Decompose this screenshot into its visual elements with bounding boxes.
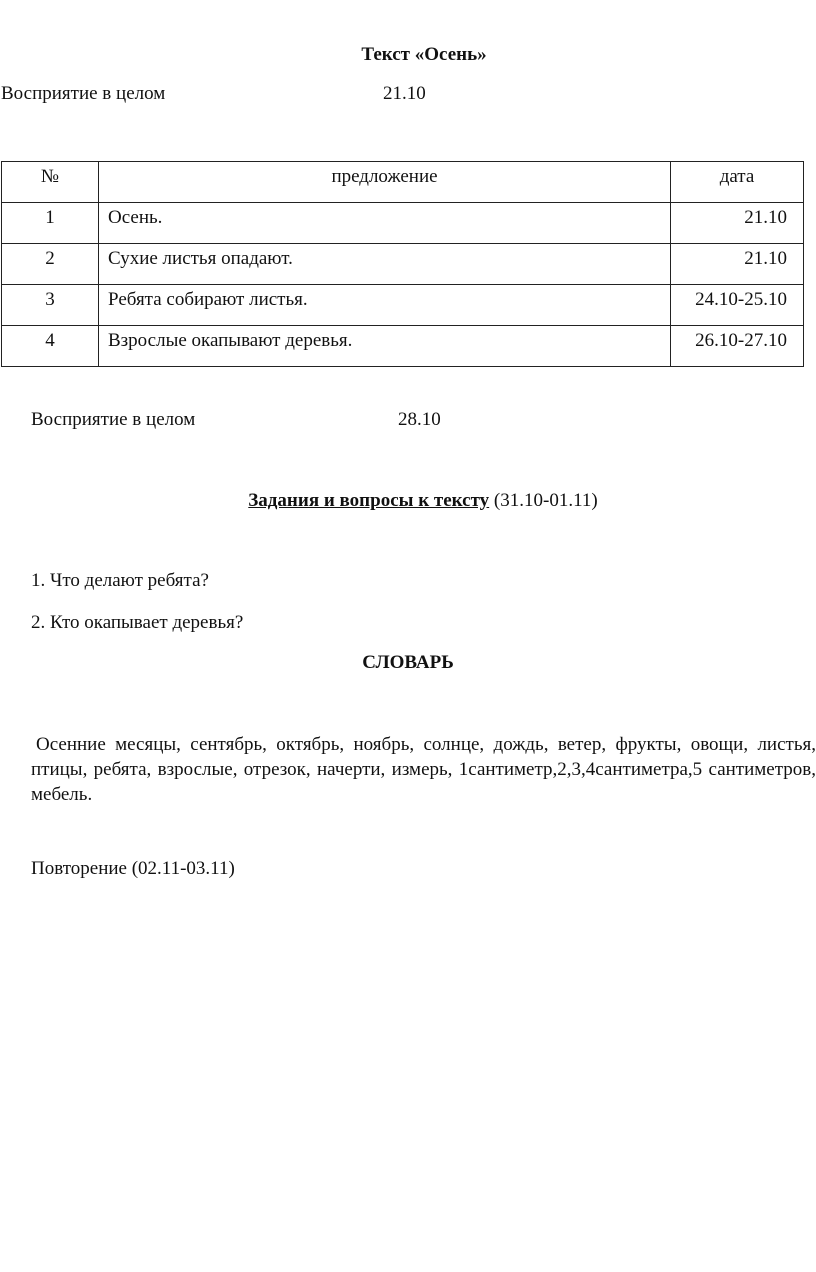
- row-date: 21.10: [671, 244, 804, 285]
- tasks-heading-text: Задания и вопросы к тексту: [248, 490, 490, 511]
- vocabulary-text: Осенние месяцы, сентябрь, октябрь, ноябрь, солнце, дождь, ветер, фрукты, овощи, листья, птицы, ребята, взрослые, отрезок, начерти, измерь, 1сантиметр,2,3,4сантиметра,5 сантиметров, мебель.: [31, 734, 816, 805]
- perception-date: 28.10: [398, 409, 441, 430]
- perception-date: 21.10: [383, 83, 426, 104]
- review-line: Повторение (02.11-03.11): [31, 858, 235, 879]
- table-row: [2, 203, 804, 244]
- row-number: 4: [2, 326, 99, 367]
- perception-label: Восприятие в целом: [31, 409, 196, 430]
- tasks-heading-dates: (31.10-01.11): [489, 490, 598, 511]
- table-row: [2, 326, 804, 367]
- header-date: дата: [671, 162, 804, 203]
- row-sentence: Осень.: [99, 203, 671, 244]
- header-number: №: [2, 162, 99, 203]
- question-item: 1. Что делают ребята?: [31, 570, 209, 591]
- question-item: 2. Кто окапывает деревья?: [31, 612, 244, 633]
- sentences-table: [1, 161, 804, 367]
- vocabulary-heading: СЛОВАРЬ: [362, 652, 454, 673]
- tasks-heading: [0, 490, 816, 512]
- row-sentence: Взрослые окапывают деревья.: [99, 326, 671, 367]
- table-row: [2, 244, 804, 285]
- row-date: 21.10: [671, 203, 804, 244]
- row-sentence: Сухие листья опадают.: [99, 244, 671, 285]
- row-date: 26.10-27.10: [671, 326, 804, 367]
- row-number: 1: [2, 203, 99, 244]
- header-sentence: предложение: [99, 162, 671, 203]
- table-header-row: [2, 162, 804, 203]
- table-row: [2, 285, 804, 326]
- row-number: 3: [2, 285, 99, 326]
- perception-label: Восприятие в целом: [1, 83, 166, 104]
- row-number: 2: [2, 244, 99, 285]
- document-title: Текст «Осень»: [361, 44, 487, 65]
- row-sentence: Ребята собирают листья.: [99, 285, 671, 326]
- row-date: 24.10-25.10: [671, 285, 804, 326]
